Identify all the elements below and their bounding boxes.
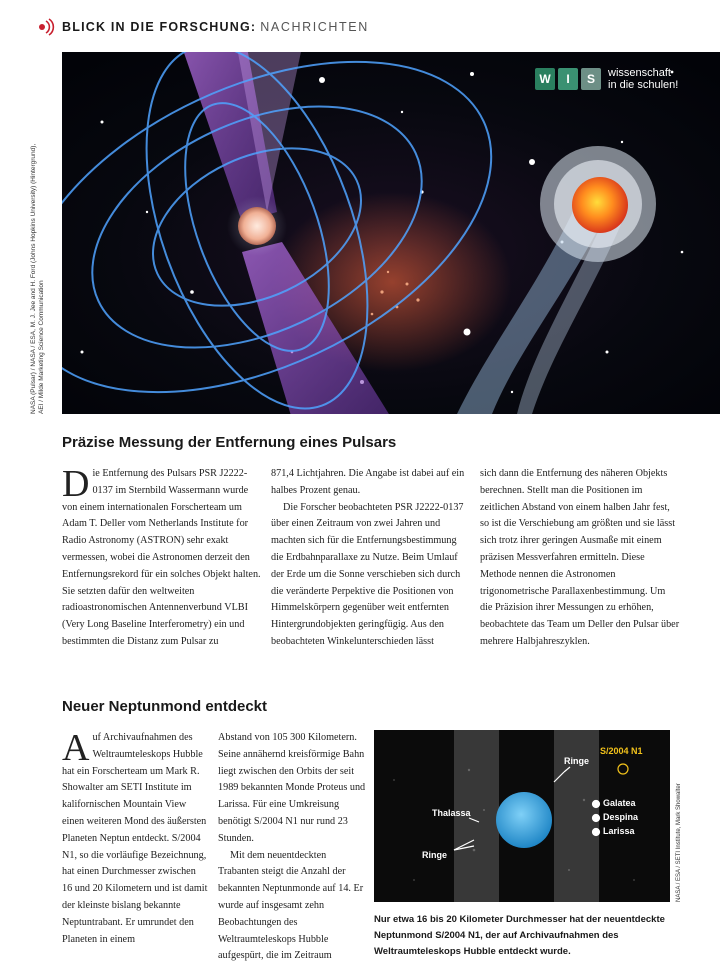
- article1-col1-text: ie Entfernung des Pulsars PSR J2222-0137 im Sternbild Wassermann wurde von einem internationalen Forscherteam um Adam T. Deller vom Netherlands Institute for Radio Astronomy (ASTRON) sehr exakt vermessen, wobei die Astronomen derzeit den Entfernungsrekord für ein solches Objekt halten. Sie setzten dafür den weltweiten radioastronomischen Antennenverbund VLBI (Very Long Baseline Interferometry) ein und bestimmten die Distanz zum Pulsar zu: [62, 468, 261, 647]
- section-subtitle: NACHRICHTEN: [260, 20, 369, 34]
- section-header: [38, 12, 369, 42]
- neptune-credit: NASA / ESA / SETI Institute, Mark Showalter: [676, 783, 682, 902]
- label-galatea: Galatea: [603, 798, 636, 808]
- article1-title: Präzise Messung der Entfernung eines Pulsars: [62, 434, 397, 451]
- neptune-figure: [374, 730, 670, 902]
- article1-col3-text: sich dann die Entfernung des näheren Objekts berechnen. Stellt man die Positionen im zeitlichen Abstand von einem halben Jahr fest, so ist die Verschiebung am größten und sie lässt sich trotz ihrer geringen Ausmaße mit einem präzisen Messverfahren ermitteln. Diese Methode nennen die Astronomen trigonometrische Parallaxenbestimmung. Um die Präzision ihrer Messungen zu erhöhen, beobachtete das Team um Deller den Pulsar über mehrere Halbjahreszyklen.: [480, 468, 680, 647]
- section-title: BLICK IN DIE FORSCHUNG:: [62, 20, 257, 34]
- article2-col2a-text: Abstand von 105 300 Kilometern. Seine annähernd kreisförmige Bahn liegt zwischen den Orbits der seit 1989 bekannten Monde Proteus und Larissa. Für eine Umkreisung benötigt S/2004 N1 nur rund 23 Stunden.: [218, 732, 366, 844]
- article2-column-2: [218, 730, 366, 965]
- article1-col2b-text: Die Forscher beobachteten PSR J2222-0137 über einen Zeitraum von zwei Jahren und machten sich für die Entfernungsbestimmung die Erdbahnparallaxe zu Nutze. Beim Umlauf der Erde um die Sonne verschieben sich durch die veränderte Perpektive die Positionen von Himmelskörpern gegenüber weit entfernten Hintergrundobjekten geringfügig. Aus den beobachteten Winkelunterschieden lässt: [271, 501, 464, 647]
- wis-letter-w: W: [535, 68, 555, 90]
- label-larissa: Larissa: [603, 826, 635, 836]
- article2-col1-text: uf Archivaufnahmen des Weltraumteleskops Hubble hat ein Forscherteam um Mark R. Showalter am SETI Institute im kalifornischen Mountain View einen weiteren Mond des äußersten Planeten Neptun entdeckt. S/2004 N1, so die vorläufige Bezeichnung, hat einen Durchmesser zwischen 16 und 20 Kilometern und ist damit der kleinste bislang bekannte Neptuntrabant. Er umrundet den Planeten in einem: [62, 732, 208, 945]
- wis-slogan-line1: wissenschaft: [608, 67, 671, 79]
- wis-slogan-line2: in die schulen!: [608, 79, 679, 91]
- hero-credit-line2: AEI / Milde Marketing Science Communication: [38, 280, 45, 414]
- label-despina: Despina: [603, 812, 639, 822]
- wis-badge: [535, 67, 678, 91]
- article2-title: Neuer Neptunmond entdeckt: [62, 698, 268, 715]
- article1-col2a-text: 871,4 Lichtjahren. Die Angabe ist dabei auf ein halbes Prozent genau.: [271, 468, 465, 496]
- wis-letter-i: I: [558, 68, 578, 90]
- wis-letter-s: S: [581, 68, 601, 90]
- article1-dropcap: D: [62, 463, 90, 505]
- label-ringe-bottom: Ringe: [422, 850, 448, 860]
- article1-column-3: [480, 466, 680, 651]
- hero-credit-line1: NASA (Pulsar) / NASA / ESA, M. J. Jee and H. Ford (Johns Hopkins University) (Hintergrund),: [30, 143, 37, 414]
- wis-slogan: [608, 67, 678, 91]
- label-ringe-top: Ringe: [564, 756, 590, 766]
- neptune-caption: Nur etwa 16 bis 20 Kilometer Durchmesser hat der neuentdeckte Neptunmond S/2004 N1, der auf Archivaufnahmen des Weltraumteleskops Hubble entdeckt wurde.: [374, 914, 665, 957]
- label-thalassa: Thalassa: [432, 808, 471, 818]
- pulsar-illustration: [62, 52, 720, 414]
- article1-column-2: [271, 466, 471, 651]
- article2-column-1: [62, 727, 208, 948]
- article2-dropcap: A: [62, 727, 90, 769]
- radar-logo-icon: [38, 18, 56, 36]
- article2-col2b-text: Mit dem neuentdeckten Trabanten steigt die Anzahl der bekannten Neptunmonde auf 14. Er wurde auf insgesamt zehn Beobachtungen des Weltraumteleskops Hubble aufgespürt, die im Zeitraum: [218, 849, 364, 962]
- hero-credit: [30, 52, 52, 414]
- article1-column-1: [62, 463, 262, 651]
- label-s2004n1: S/2004 N1: [600, 746, 643, 756]
